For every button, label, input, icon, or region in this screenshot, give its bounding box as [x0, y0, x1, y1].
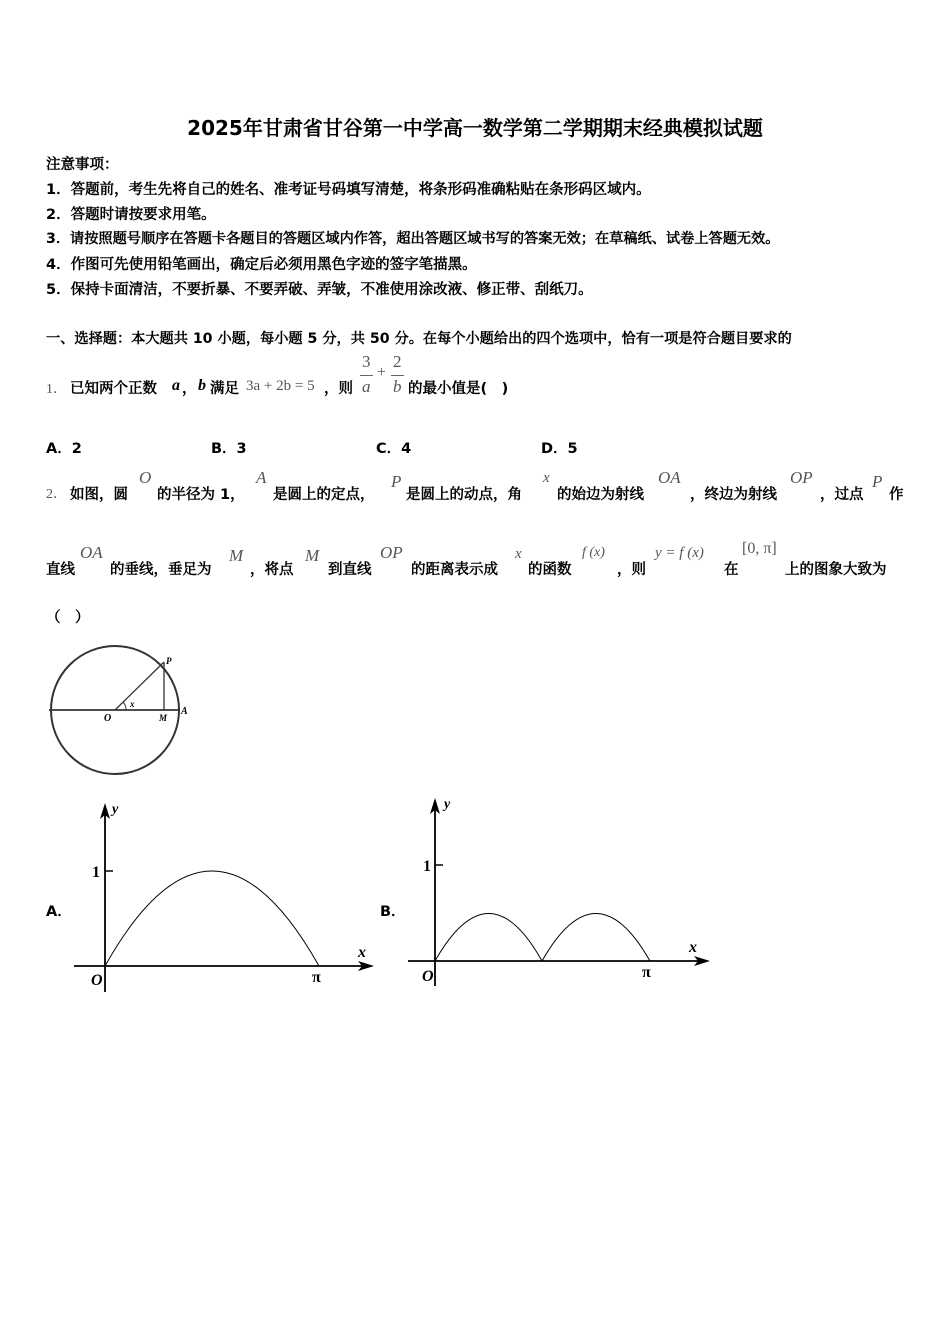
q2-math: O	[139, 468, 152, 487]
origin-label: O	[422, 968, 434, 985]
x-label: x	[689, 939, 697, 956]
q2-text: ，则	[617, 562, 646, 578]
q1-condition: 3a + 2b = 5	[246, 378, 315, 394]
q2-text: 作	[889, 487, 904, 503]
q2-text: 在	[724, 562, 739, 578]
pi-label: π	[312, 969, 321, 986]
label-a: A	[181, 706, 188, 717]
label-x: x	[130, 699, 135, 709]
q1-var-a: a	[172, 377, 180, 394]
label-o: O	[104, 713, 112, 724]
q2-math: OA	[658, 468, 681, 487]
notice-item: 1．答题前，考生先将自己的姓名、准考证号码填写清楚，将条形码准确粘贴在条形码区域内。	[46, 182, 651, 198]
q2-number: 2．	[46, 487, 67, 502]
notice-item: 4．作图可先使用铅笔画出，确定后必须用黑色字迹的签字笔描黑。	[46, 257, 477, 273]
q2-math: P	[391, 472, 402, 491]
q2-math: [0, π]	[742, 540, 777, 557]
q2-math: OA	[80, 543, 103, 562]
q1-var-b: b	[198, 377, 206, 394]
q2-math: M	[305, 546, 320, 565]
q2-text: 的半径为 1，	[157, 487, 245, 503]
q1-text: 已知两个正数	[70, 381, 157, 397]
ray-op	[115, 662, 164, 710]
q2-math: OP	[790, 468, 813, 487]
q2-text: ，终边为射线	[690, 487, 777, 503]
q2-math: y = f (x)	[655, 545, 704, 561]
q1-text: 的最小值是( )	[408, 381, 509, 397]
notice-item: 5．保持卡面清洁，不要折暴、不要弄破、弄皱，不准使用涂改液、修正带、刮纸刀。	[46, 282, 593, 298]
q2-math: x	[515, 546, 522, 562]
pi-label: π	[642, 964, 651, 981]
q2-math: x	[543, 470, 550, 486]
page-title: 2025年甘肃省甘谷第一中学高一数学第二学期期末经典模拟试题	[187, 116, 763, 140]
q2-text: 到直线	[328, 562, 372, 578]
curve	[435, 914, 650, 962]
q2-option-b-label: B．	[380, 904, 406, 920]
y-label: y	[112, 802, 119, 817]
q1-option-d: D．5	[541, 441, 578, 457]
q1-plus: +	[377, 364, 387, 381]
origin-label: O	[91, 972, 103, 989]
q2-text: 是圆上的动点，角	[406, 487, 522, 503]
q1-text: 满足	[210, 381, 239, 397]
notice-item: 3．请按照题号顺序在答题卡各题目的答题区域内作答，超出答题区域书写的答案无效；在草稿纸、试卷上答题无效。	[46, 231, 780, 247]
angle-arc	[123, 702, 126, 710]
q2-text: 的垂线，垂足为	[110, 562, 212, 578]
one-label: 1	[92, 864, 100, 881]
q2-option-a-label: A．	[46, 904, 72, 920]
q1-number: 1．	[46, 382, 67, 397]
graph-option-a	[70, 795, 390, 1000]
label-m: M	[159, 713, 168, 723]
graph-option-b	[404, 790, 719, 995]
q2-text: 的距离表示成	[411, 562, 498, 578]
q2-text: ，过点	[820, 487, 864, 503]
q2-text: 的始边为射线	[557, 487, 644, 503]
q2-text: 直线	[46, 562, 75, 578]
q2-text: 上的图象大致为	[785, 562, 887, 578]
q2-text: 的函数	[528, 562, 572, 578]
q2-answer-paren: （ ）	[46, 610, 90, 626]
x-label: x	[358, 944, 366, 961]
q1-text: ，则	[324, 381, 353, 397]
q2-text: ，将点	[250, 562, 294, 578]
notice-heading: 注意事项：	[46, 157, 119, 173]
fraction-bar	[360, 375, 373, 376]
q2-math: P	[872, 472, 883, 491]
q2-math: M	[229, 546, 244, 565]
q1-frac-den: a	[362, 377, 371, 396]
section-heading: 一、选择题：本大题共 10 小题，每小题 5 分，共 50 分。在每个小题给出的四个选项中，恰有一项是符合题目要求的	[46, 331, 792, 347]
q2-text: 如图，圆	[70, 487, 128, 503]
y-label: y	[444, 797, 451, 812]
q1-option-a: A．2	[46, 441, 82, 457]
notice-item: 2．答题时请按要求用笔。	[46, 207, 216, 223]
q2-text: 是圆上的定点，	[273, 487, 375, 503]
circle-figure	[46, 640, 196, 780]
q1-frac-num: 3	[362, 352, 371, 371]
q2-math: f (x)	[582, 545, 605, 560]
q1-frac-num: 2	[393, 352, 402, 371]
curve	[105, 871, 319, 966]
label-p: P	[166, 656, 172, 666]
q2-math: OP	[380, 543, 403, 562]
q1-frac-den: b	[393, 377, 402, 396]
q2-math: A	[256, 468, 267, 487]
q1-option-c: C．4	[376, 441, 412, 457]
one-label: 1	[423, 858, 431, 875]
fraction-bar	[391, 375, 404, 376]
q1-option-b: B．3	[211, 441, 247, 457]
q1-comma: ，	[182, 381, 197, 397]
